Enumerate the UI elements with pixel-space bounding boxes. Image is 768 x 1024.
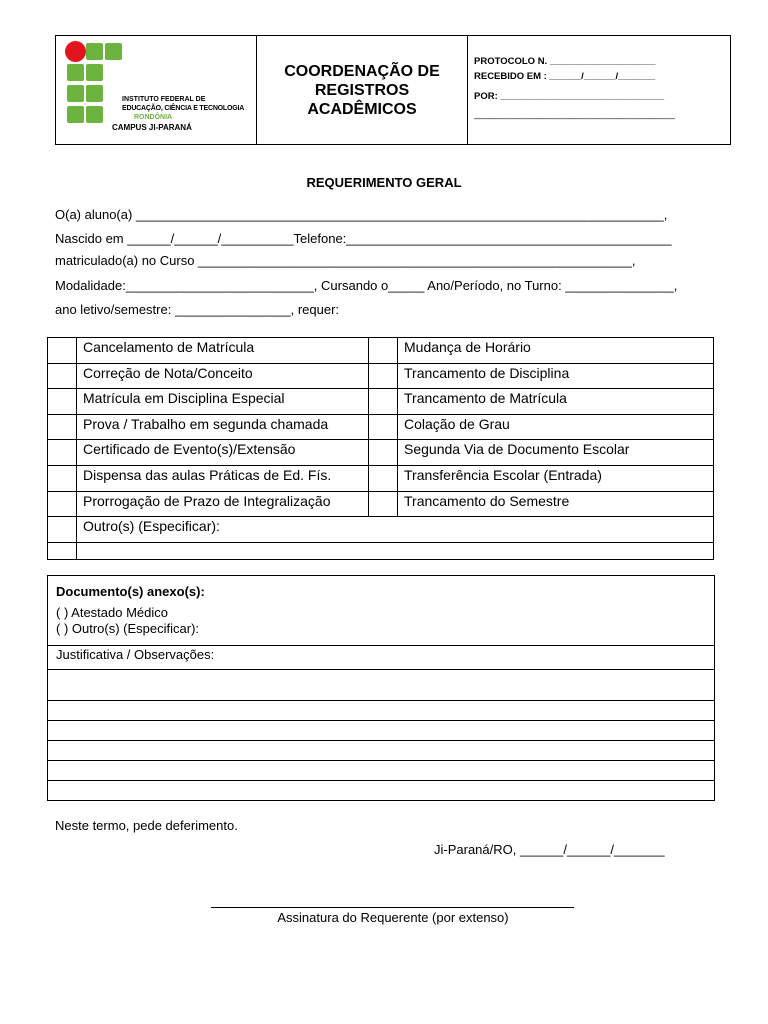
logo-red-circle [65, 41, 86, 62]
logo-square [86, 106, 103, 123]
option-checkbox[interactable] [48, 389, 77, 415]
header-box [55, 35, 731, 145]
course-field[interactable]: matriculado(a) no Curso ____________________________________________________________, [55, 253, 636, 268]
office-title-line: COORDENAÇÃO DE [284, 62, 440, 80]
option-label: Mudança de Horário [398, 338, 714, 364]
option-label: Trancamento do Semestre [398, 491, 714, 517]
table-row [48, 338, 714, 364]
received-date-field[interactable]: RECEBIDO EM : ______/______/_______ [474, 71, 656, 82]
option-label: Correção de Nota/Conceito [77, 363, 369, 389]
option-checkbox[interactable] [369, 465, 398, 491]
protocol-number-field[interactable]: PROTOCOLO N. ____________________ [474, 56, 656, 67]
option-checkbox[interactable] [369, 363, 398, 389]
table-row-other-specify [48, 542, 714, 559]
option-checkbox[interactable] [48, 414, 77, 440]
option-checkbox[interactable] [48, 465, 77, 491]
option-checkbox[interactable] [48, 542, 77, 559]
office-title-line: ACADÊMICOS [307, 100, 417, 118]
birth-phone-field[interactable]: Nascido em ______/______/__________Telefone:_____________________________________________ [55, 231, 672, 246]
option-checkbox[interactable] [48, 517, 77, 543]
justification-line[interactable] [48, 760, 714, 761]
option-checkbox[interactable] [369, 440, 398, 466]
logo-text-line1: INSTITUTO FEDERAL DE [122, 96, 206, 103]
closing-text: Neste termo, pede deferimento. [55, 818, 238, 833]
table-row [48, 389, 714, 415]
academic-year-field[interactable]: ano letivo/semestre: ________________, requer: [55, 302, 340, 317]
option-checkbox[interactable] [369, 338, 398, 364]
modality-year-shift-field[interactable]: Modalidade:__________________________, Cursando o_____ Ano/Período, no Turno: _______________, [55, 278, 678, 293]
option-label-other: Outro(s) (Especificar): [77, 517, 714, 543]
option-label: Prorrogação de Prazo de Integralização [77, 491, 369, 517]
table-row [48, 414, 714, 440]
logo-square [86, 85, 103, 102]
signature-line[interactable] [211, 907, 574, 908]
protocol-box [468, 36, 730, 144]
option-checkbox[interactable] [48, 491, 77, 517]
option-checkbox[interactable] [48, 338, 77, 364]
logo-square [86, 64, 103, 81]
justification-line[interactable] [48, 669, 714, 670]
attachment-medical-certificate[interactable]: ( ) Atestado Médico [56, 605, 168, 620]
option-label: Segunda Via de Documento Escolar [398, 440, 714, 466]
justification-line[interactable] [48, 720, 714, 721]
option-label: Matrícula em Disciplina Especial [77, 389, 369, 415]
logo-text-line3: RONDÔNIA [134, 114, 173, 121]
option-checkbox[interactable] [48, 440, 77, 466]
option-checkbox[interactable] [369, 414, 398, 440]
office-title-line: REGISTROS [314, 81, 410, 99]
logo-text-line2: EDUCAÇÃO, CIÊNCIA E TECNOLOGIA [122, 105, 245, 112]
table-row-other [48, 517, 714, 543]
divider [48, 645, 714, 646]
option-label: Certificado de Evento(s)/Extensão [77, 440, 369, 466]
request-options-table [47, 337, 714, 560]
signature-label: Assinatura do Requerente (por extenso) [277, 910, 509, 925]
option-checkbox[interactable] [369, 389, 398, 415]
logo-square [67, 64, 84, 81]
option-label: Trancamento de Matrícula [398, 389, 714, 415]
table-row [48, 491, 714, 517]
campus-name: CAMPUS JI-PARANÁ [112, 123, 192, 132]
received-by-field[interactable]: POR: _______________________________ [474, 91, 665, 102]
logo-square [86, 43, 103, 60]
option-label: Transferência Escolar (Entrada) [398, 465, 714, 491]
justification-line[interactable] [48, 780, 714, 781]
table-row [48, 363, 714, 389]
option-label: Cancelamento de Matrícula [77, 338, 369, 364]
office-title [257, 36, 468, 144]
attachments-box [47, 575, 715, 801]
other-specify-field[interactable] [77, 542, 714, 559]
logo-square [105, 43, 122, 60]
place-date-field[interactable]: Ji-Paraná/RO, ______/______/_______ [434, 842, 665, 857]
justification-line[interactable] [48, 700, 714, 701]
option-label: Colação de Grau [398, 414, 714, 440]
justification-label: Justificativa / Observações: [56, 647, 215, 662]
received-by-extra-line[interactable]: ______________________________________ [474, 109, 675, 120]
institution-logo [56, 36, 257, 144]
attachment-other[interactable]: ( ) Outro(s) (Especificar): [56, 621, 200, 636]
attachments-heading: Documento(s) anexo(s): [56, 584, 205, 599]
table-row [48, 440, 714, 466]
justification-line[interactable] [48, 740, 714, 741]
table-row [48, 465, 714, 491]
option-checkbox[interactable] [48, 363, 77, 389]
option-checkbox[interactable] [369, 491, 398, 517]
student-name-field[interactable]: O(a) aluno(a) _________________________________________________________________________, [55, 207, 668, 222]
form-title: REQUERIMENTO GERAL [306, 175, 462, 190]
option-label: Dispensa das aulas Práticas de Ed. Fís. [77, 465, 369, 491]
option-label: Trancamento de Disciplina [398, 363, 714, 389]
logo-square [67, 106, 84, 123]
logo-square [67, 85, 84, 102]
option-label: Prova / Trabalho em segunda chamada [77, 414, 369, 440]
